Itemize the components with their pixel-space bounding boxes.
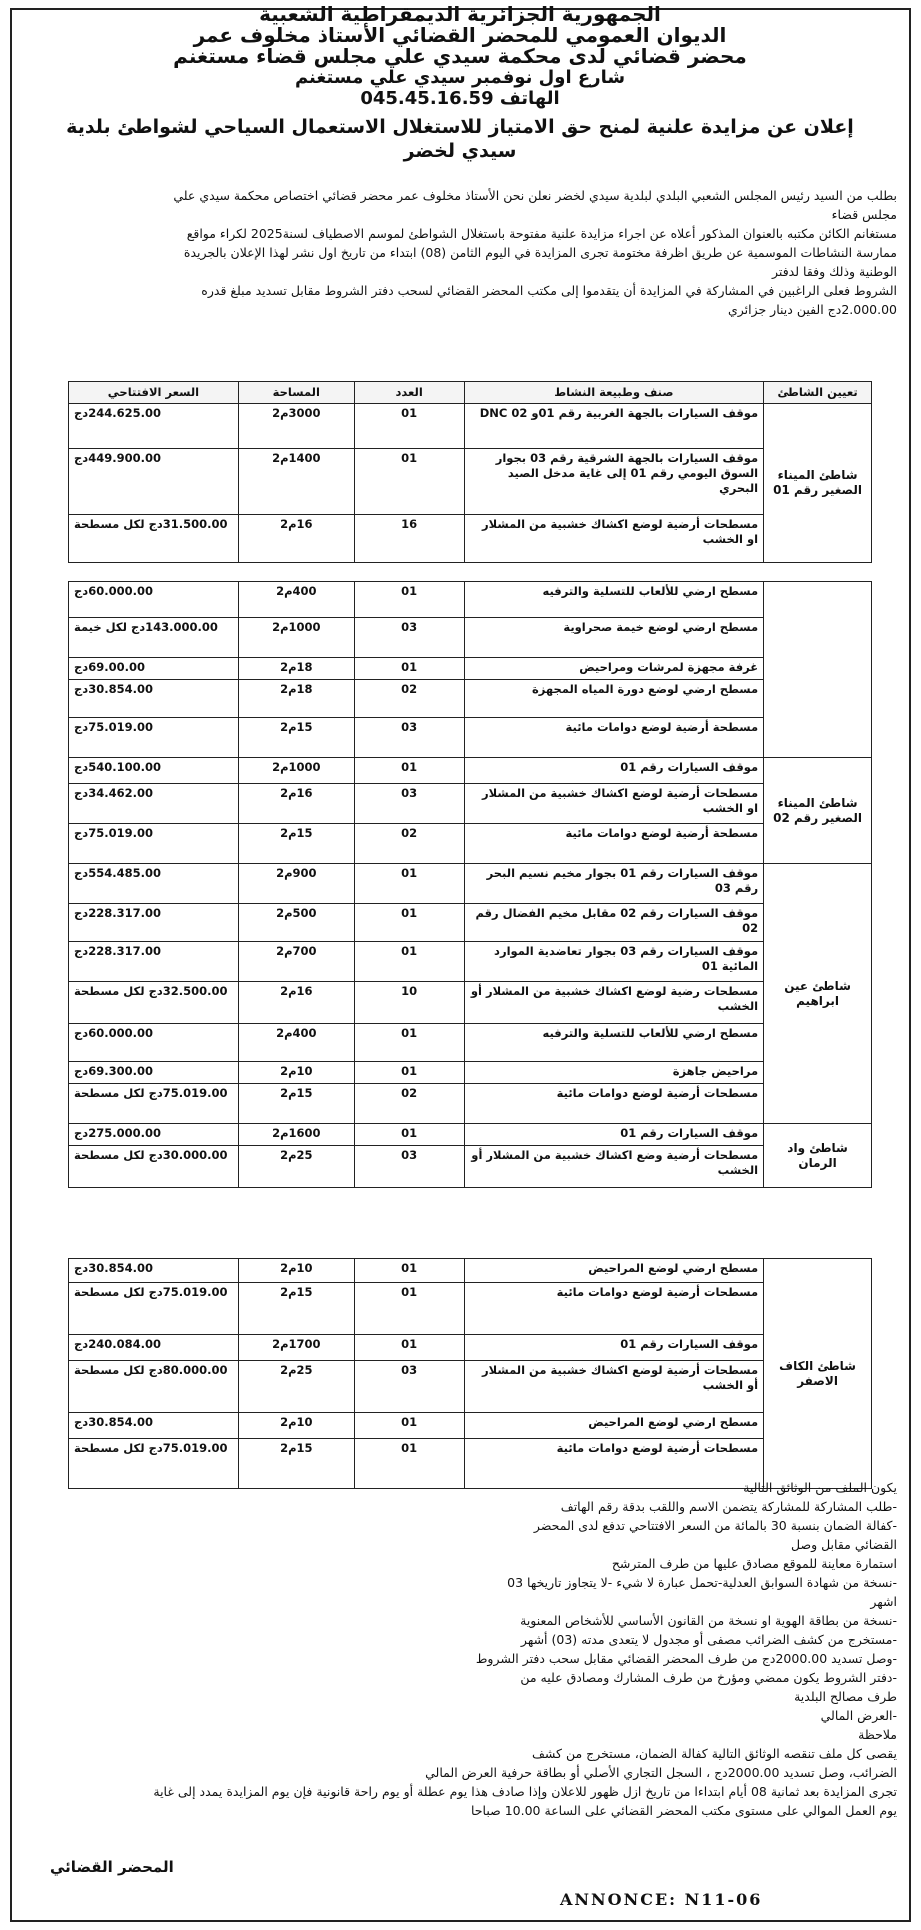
- docs-line: -العرض المالي: [820, 1708, 897, 1723]
- table-row: [69, 1413, 872, 1439]
- docs-line: القضائي مقابل وصل: [791, 1537, 897, 1552]
- activity-cell: موقف السيارات رقم 01: [464, 1335, 764, 1361]
- price-cell: 143.000.00دج لكل خيمة: [69, 618, 239, 658]
- header-site: تعيين الشاطئ: [764, 382, 872, 404]
- price-cell: 60.000.00دج: [69, 582, 239, 618]
- count-cell: 02: [354, 1084, 464, 1124]
- area-cell: 25م2: [238, 1146, 354, 1188]
- auction-table-2: [68, 581, 872, 1188]
- header-line: الديوان العمومي للمحضر القضائي الأستاذ مخلوف عمر: [193, 23, 727, 47]
- count-cell: 02: [354, 824, 464, 864]
- count-cell: 02: [354, 680, 464, 718]
- area-cell: 15م2: [238, 1283, 354, 1335]
- activity-cell: مسطحات أرضية لوضع دوامات مائية: [464, 1283, 764, 1335]
- table-row: [69, 449, 872, 515]
- activity-cell: مسطحة أرضية لوضع دوامات مائية: [464, 824, 764, 864]
- activity-cell: غرفة مجهزة لمرشات ومراحيض: [464, 658, 764, 680]
- activity-cell: مسطحات رضية لوضع اكشاك خشبية من المشلار أو الخشب: [464, 982, 764, 1024]
- count-cell: 01: [354, 1024, 464, 1062]
- table-row: [69, 1283, 872, 1335]
- activity-cell: مسطحات أرضية لوضع اكشاك خشبية من المشلار او الخشب: [464, 784, 764, 824]
- count-cell: 03: [354, 1146, 464, 1188]
- price-cell: 60.000.00دج: [69, 1024, 239, 1062]
- bailiff-signature: المحضر القضائي: [50, 1858, 174, 1876]
- price-cell: 69.00.00دج: [69, 658, 239, 680]
- docs-line: الضرائب، وصل تسديد 2000.00دج ، السجل التجاري الأصلي أو بطاقة حرفية العرض المالي: [425, 1765, 897, 1780]
- table-row: [69, 1361, 872, 1413]
- intro-line: مستغانم الكائن مكتبه بالعنوان المذكور أعلاه عن اجراء مزايدة علنية مفتوحة باستغلال الشواطئ لموسم الاصطياف لسنة2025 لكراء مواقع: [186, 226, 897, 241]
- table-row: [69, 982, 872, 1024]
- count-cell: 01: [354, 404, 464, 449]
- table-row: [69, 1062, 872, 1084]
- table-row: [69, 618, 872, 658]
- activity-cell: مسطحات أرضية لوضع دوامات مائية: [464, 1439, 764, 1489]
- activity-cell: موقف السيارات رقم 01: [464, 1124, 764, 1146]
- area-cell: 1000م2: [238, 758, 354, 784]
- count-cell: 01: [354, 1413, 464, 1439]
- activity-cell: موقف السيارات رقم 01 بجوار مخيم نسيم البحر رقم 03: [464, 864, 764, 904]
- area-cell: 10م2: [238, 1062, 354, 1084]
- table-row: [69, 1259, 872, 1283]
- price-cell: 30.854.00دج: [69, 1413, 239, 1439]
- intro-line: الوطنية وذلك وفقا لدفتر: [772, 264, 897, 279]
- count-cell: 03: [354, 1361, 464, 1413]
- site-cell: شاطئ الميناء الصغير رقم 02: [764, 758, 872, 864]
- activity-cell: مسطح ارضي لوضع خيمة صحراوية: [464, 618, 764, 658]
- area-cell: 16م2: [238, 784, 354, 824]
- area-cell: 900م2: [238, 864, 354, 904]
- activity-cell: موقف السيارات رقم 01: [464, 758, 764, 784]
- activity-cell: مسطحة أرضية لوضع دوامات مائية: [464, 718, 764, 758]
- table-row: [69, 1146, 872, 1188]
- count-cell: 01: [354, 1439, 464, 1489]
- price-cell: 228.317.00دج: [69, 904, 239, 942]
- docs-line: -نسخة من بطاقة الهوية او نسخة من القانون الأساسي للأشخاص المعنوية: [520, 1613, 897, 1628]
- docs-line: يقصى كل ملف تنقصه الوثائق التالية كفالة الضمان، مستخرج من كشف: [531, 1746, 897, 1761]
- docs-line: استمارة معاينة للموقع مصادق عليها من طرف المترشح: [611, 1556, 897, 1571]
- price-cell: 30.854.00دج: [69, 1259, 239, 1283]
- count-cell: 03: [354, 718, 464, 758]
- intro-line: الشروط فعلى الراغبين في المشاركة في المزايدة أن يتقدموا إلى مكتب المحضر القضائي لسحب دفتر الشروط مقابل تسديد مبلغ قدره: [201, 283, 897, 298]
- price-cell: 275.000.00دج: [69, 1124, 239, 1146]
- count-cell: 03: [354, 618, 464, 658]
- area-cell: 10م2: [238, 1259, 354, 1283]
- count-cell: 16: [354, 515, 464, 563]
- price-cell: 30.000.00دج لكل مسطحة: [69, 1146, 239, 1188]
- price-cell: 75.019.00دج: [69, 824, 239, 864]
- price-cell: 30.854.00دج: [69, 680, 239, 718]
- intro-line: 2.000.00دج الفين دينار جزائري: [727, 302, 897, 317]
- site-cell: شاطئ الميناء الصغير رقم 01: [764, 404, 872, 563]
- area-cell: 15م2: [238, 824, 354, 864]
- table-row: [69, 784, 872, 824]
- area-cell: 3000م2: [238, 404, 354, 449]
- header-line: الجمهورية الجزائرية الديمقراطية الشعبية: [259, 2, 661, 26]
- table-row: [69, 824, 872, 864]
- area-cell: 1700م2: [238, 1335, 354, 1361]
- activity-cell: موقف السيارات رقم 02 مقابل مخيم الفضال رقم 02: [464, 904, 764, 942]
- area-cell: 400م2: [238, 582, 354, 618]
- area-cell: 16م2: [238, 515, 354, 563]
- price-cell: 69.300.00دج: [69, 1062, 239, 1084]
- docs-line: اشهر: [870, 1594, 897, 1609]
- activity-cell: مسطحات أرضية وضع اكشاك خشبية من المشلار أو الخشب: [464, 1146, 764, 1188]
- header-price: السعر الافتتاحي: [69, 382, 239, 404]
- price-cell: 75.019.00دج لكل مسطحة: [69, 1283, 239, 1335]
- count-cell: 03: [354, 784, 464, 824]
- count-cell: 01: [354, 1283, 464, 1335]
- count-cell: 01: [354, 582, 464, 618]
- docs-line: -كفالة الضمان بنسبة 30 بالمائة من السعر الافتتاحي تدفع لدى المحضر: [533, 1518, 897, 1533]
- docs-line: تجرى المزايدة بعد ثمانية 08 أيام ابتداءا من تاريخ ازل ظهور للاعلان وإذا صادف هذا يوم عطلة أو يوم راحة قانونية فإن يوم المزايدة يمدد إلى غاية: [153, 1784, 897, 1799]
- count-cell: 01: [354, 942, 464, 982]
- count-cell: 01: [354, 449, 464, 515]
- header-activity: صنف وطبيعة النشاط: [464, 382, 764, 404]
- required-documents: [27, 1478, 897, 1820]
- header: [30, 4, 890, 163]
- table-row: [69, 1124, 872, 1146]
- area-cell: 400م2: [238, 1024, 354, 1062]
- title-line: إعلان عن مزايدة علنية لمنح حق الامتياز للاستغلال الاستعمال السياحي لشواطئ بلدية: [66, 116, 854, 138]
- count-cell: 01: [354, 904, 464, 942]
- price-cell: 449.900.00دج: [69, 449, 239, 515]
- area-cell: 15م2: [238, 1439, 354, 1489]
- docs-line: يكون الملف من الوثائق التالية: [743, 1480, 897, 1495]
- count-cell: 01: [354, 1335, 464, 1361]
- area-cell: 25م2: [238, 1361, 354, 1413]
- price-cell: 228.317.00دج: [69, 942, 239, 982]
- site-cell: [764, 582, 872, 758]
- activity-cell: مسطحات أرضية لوضع اكشاك خشبية من المشلار أو الخشب: [464, 1361, 764, 1413]
- area-cell: 700م2: [238, 942, 354, 982]
- annonce-number: ANNONCE: N11-06: [560, 1890, 763, 1909]
- table-row: [69, 404, 872, 449]
- activity-cell: موقف السيارات بالجهة الشرقية رقم 03 بجوار السوق اليومي رقم 01 إلى غاية مدخل الصيد البحري: [464, 449, 764, 515]
- activity-cell: مسطحات أرضية لوضع دوامات مائية: [464, 1084, 764, 1124]
- area-cell: 10م2: [238, 1413, 354, 1439]
- table-row: [69, 515, 872, 563]
- docs-line: -وصل تسديد 2000.00دج من طرف المحضر القضائي مقابل سحب دفتر الشروط: [475, 1651, 897, 1666]
- price-cell: 75.019.00دج لكل مسطحة: [69, 1439, 239, 1489]
- count-cell: 01: [354, 1062, 464, 1084]
- count-cell: 01: [354, 864, 464, 904]
- docs-line: -مستخرج من كشف الضرائب مصفى أو مجدول لا يتعدى مدته (03) أشهر: [520, 1632, 897, 1647]
- activity-cell: مسطح ارضي لوضع المراحيض: [464, 1259, 764, 1283]
- table-row: [69, 582, 872, 618]
- table-row: [69, 680, 872, 718]
- price-cell: 75.019.00دج: [69, 718, 239, 758]
- intro-line: بطلب من السيد رئيس المجلس الشعبي البلدي لبلدية سيدي لخضر نعلن نحن الأستاذ مخلوف عمر محضر قضائي اختصاص محكمة سيدي علي: [173, 188, 897, 203]
- count-cell: 10: [354, 982, 464, 1024]
- announcement-title: [30, 115, 890, 163]
- docs-line: -طلب المشاركة للمشاركة يتضمن الاسم واللقب بدقة رقم الهاتف: [560, 1499, 897, 1514]
- price-cell: 31.500.00دج لكل مسطحة: [69, 515, 239, 563]
- price-cell: 32.500.00دج لكل مسطحة: [69, 982, 239, 1024]
- price-cell: 240.084.00دج: [69, 1335, 239, 1361]
- count-cell: 01: [354, 1124, 464, 1146]
- site-cell: شاطئ واد الرمان: [764, 1124, 872, 1188]
- intro-line: ممارسة النشاطات الموسمية عن طريق اظرفة مختومة تجرى المزايدة في اليوم الثامن (08) ابتداء من تاريخ اول نشر لهذا الإعلان بالجريدة: [183, 245, 897, 260]
- area-cell: 1000م2: [238, 618, 354, 658]
- activity-cell: مسطحات أرضية لوضع اكشاك خشبية من المشلار او الخشب: [464, 515, 764, 563]
- price-cell: 540.100.00دج: [69, 758, 239, 784]
- activity-cell: مراحيض جاهزة: [464, 1062, 764, 1084]
- docs-line: طرف مصالح البلدية: [794, 1689, 897, 1704]
- activity-cell: مسطح ارضي للألعاب للتسلية والترفيه: [464, 1024, 764, 1062]
- count-cell: 01: [354, 1259, 464, 1283]
- area-cell: 18م2: [238, 658, 354, 680]
- title-line: سيدي لخضر: [403, 140, 517, 162]
- site-cell: شاطئ الكاف الاصفر: [764, 1259, 872, 1489]
- docs-line: يوم العمل الموالي على مستوى مكتب المحضر القضائي على الساعة 10.00 صباحا: [471, 1803, 897, 1818]
- header-phone: الهاتف 045.45.16.59: [360, 88, 560, 109]
- table-row: [69, 718, 872, 758]
- price-cell: 34.462.00دج: [69, 784, 239, 824]
- header-line: شارع اول نوفمبر سيدي علي مستغنم: [294, 67, 626, 88]
- activity-cell: مسطح ارضي للألعاب للتسلية والترفيه: [464, 582, 764, 618]
- price-cell: 244.625.00دج: [69, 404, 239, 449]
- activity-cell: موقف السيارات بالجهة الغربية رقم 01و 02 DNC: [464, 404, 764, 449]
- area-cell: 15م2: [238, 718, 354, 758]
- table-header-row: [69, 382, 872, 404]
- site-cell: شاطئ عين ابراهيم: [764, 864, 872, 1124]
- header-count: العدد: [354, 382, 464, 404]
- activity-cell: مسطح ارضي لوضع دورة المياه المجهزة: [464, 680, 764, 718]
- price-cell: 554.485.00دج: [69, 864, 239, 904]
- table-row: [69, 864, 872, 904]
- auction-table-3: [68, 1258, 872, 1489]
- header-area: المساحة: [238, 382, 354, 404]
- docs-line: -دفتر الشروط يكون ممضي ومؤرخ من طرف المشارك ومصادق عليه من: [520, 1670, 897, 1685]
- activity-cell: مسطح ارضي لوضع المراحيض: [464, 1413, 764, 1439]
- docs-line: -نسخة من شهادة السوابق العدلية-تحمل عبارة لا شيء -لا يتجاوز تاريخها 03: [507, 1575, 897, 1590]
- intro-line: مجلس قضاء: [831, 207, 897, 222]
- intro-paragraph: [17, 186, 897, 319]
- table-row: [69, 758, 872, 784]
- price-cell: 75.019.00دج لكل مسطحة: [69, 1084, 239, 1124]
- table-row: [69, 942, 872, 982]
- table-row: [69, 904, 872, 942]
- count-cell: 01: [354, 758, 464, 784]
- table-row: [69, 1335, 872, 1361]
- area-cell: 1400م2: [238, 449, 354, 515]
- area-cell: 1600م2: [238, 1124, 354, 1146]
- area-cell: 18م2: [238, 680, 354, 718]
- docs-line: ملاحظة: [858, 1727, 897, 1742]
- count-cell: 01: [354, 658, 464, 680]
- auction-table-1: [68, 381, 872, 563]
- area-cell: 15م2: [238, 1084, 354, 1124]
- area-cell: 16م2: [238, 982, 354, 1024]
- activity-cell: موقف السيارات رقم 03 بجوار تعاضدية الموارد المائية 01: [464, 942, 764, 982]
- table-row: [69, 1084, 872, 1124]
- price-cell: 80.000.00دج لكل مسطحة: [69, 1361, 239, 1413]
- area-cell: 500م2: [238, 904, 354, 942]
- table-row: [69, 1024, 872, 1062]
- header-line: محضر قضائي لدى محكمة سيدي علي مجلس قضاء مستغنم: [173, 44, 747, 68]
- table-row: [69, 658, 872, 680]
